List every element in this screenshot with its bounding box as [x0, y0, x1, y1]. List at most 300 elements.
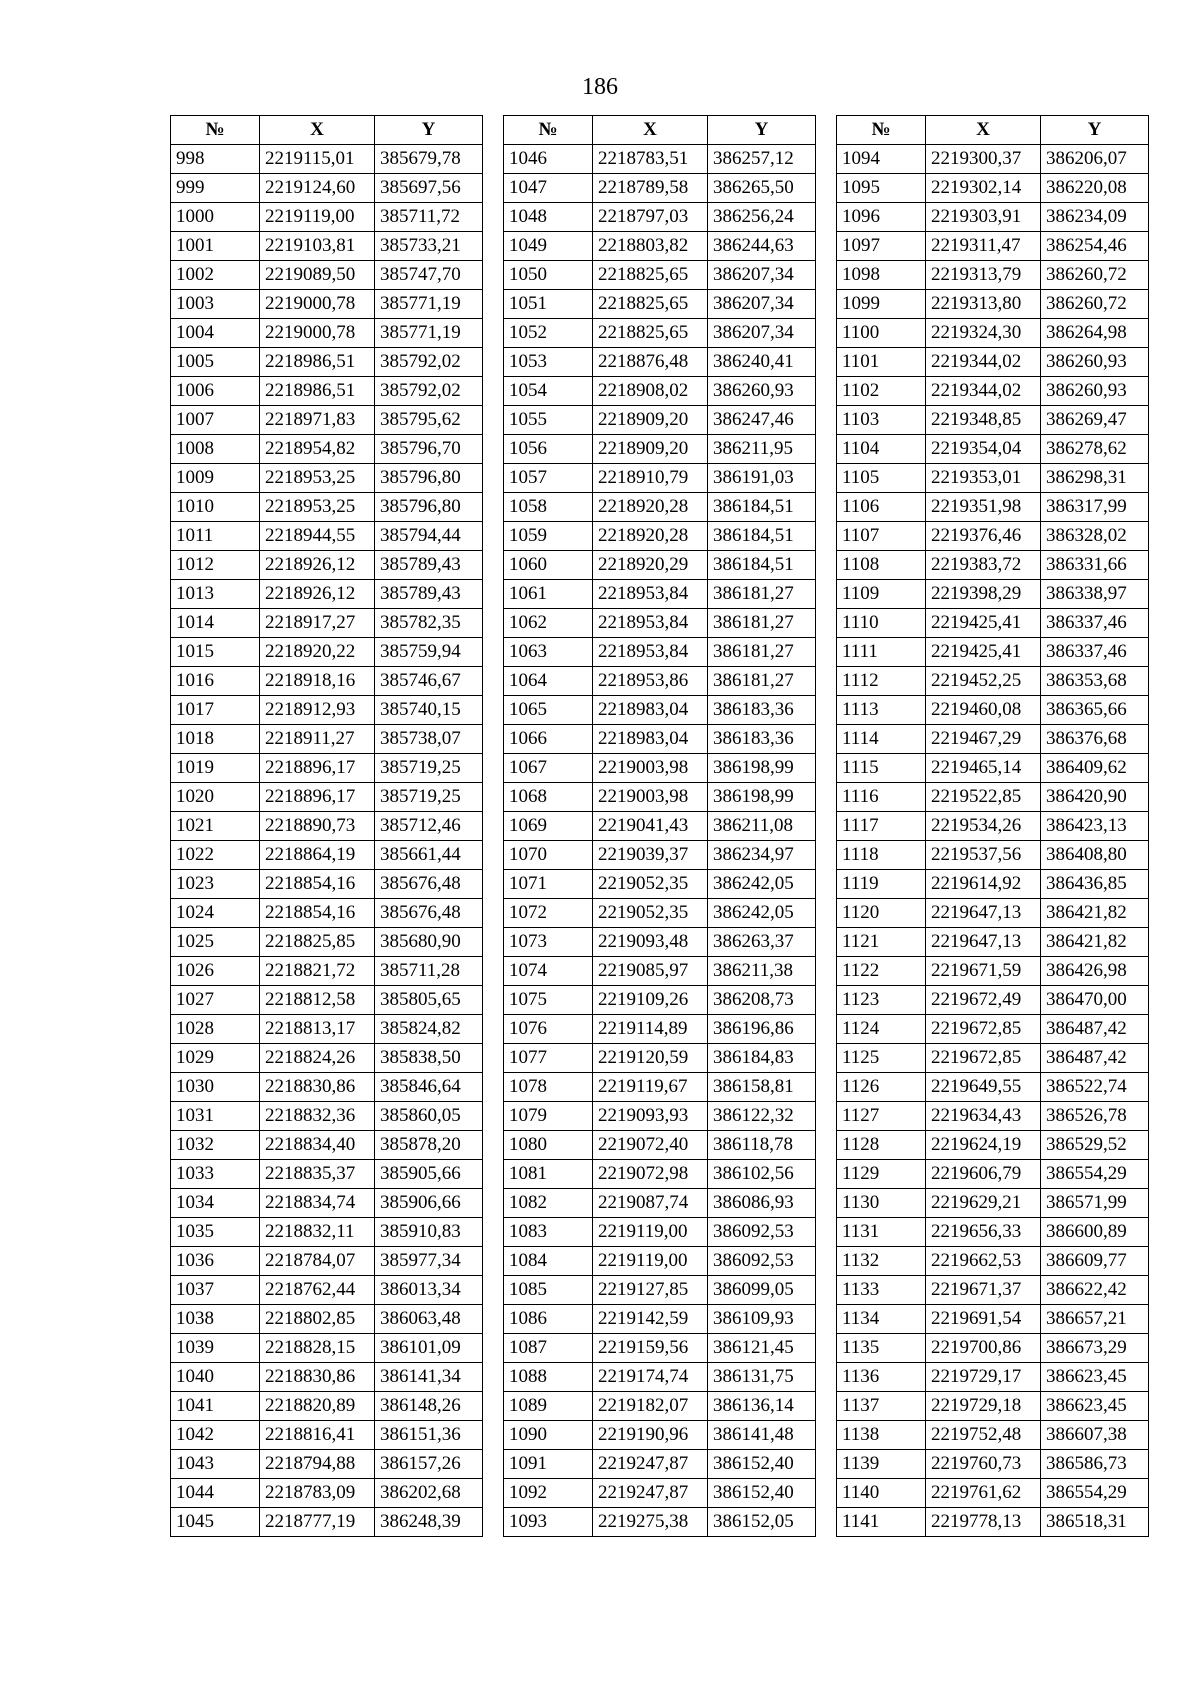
y-coordinate-cell: 386353,68 [1041, 667, 1149, 696]
table-row [504, 986, 816, 1015]
table-row [837, 783, 1149, 812]
table-row [504, 522, 816, 551]
table-row [837, 1160, 1149, 1189]
table-row [504, 580, 816, 609]
y-coordinate-cell: 385712,46 [375, 812, 483, 841]
point-number-cell: 1125 [837, 1044, 926, 1073]
y-coordinate-cell: 385878,20 [375, 1131, 483, 1160]
x-coordinate-cell: 2219174,74 [593, 1363, 708, 1392]
y-coordinate-cell: 386254,46 [1041, 232, 1149, 261]
point-number-cell: 1066 [504, 725, 593, 754]
x-coordinate-cell: 2219425,41 [926, 638, 1041, 667]
x-coordinate-cell: 2218896,17 [260, 754, 375, 783]
point-number-cell: 1104 [837, 435, 926, 464]
x-coordinate-cell: 2218896,17 [260, 783, 375, 812]
table-row [504, 1479, 816, 1508]
x-coordinate-cell: 2218986,51 [260, 377, 375, 406]
y-coordinate-cell: 385795,62 [375, 406, 483, 435]
table-row [171, 1160, 483, 1189]
point-number-cell: 1082 [504, 1189, 593, 1218]
table-row [837, 870, 1149, 899]
header-row [837, 116, 1149, 145]
y-coordinate-cell: 385719,25 [375, 754, 483, 783]
table-row [837, 464, 1149, 493]
point-number-cell: 1121 [837, 928, 926, 957]
y-coordinate-cell: 385746,67 [375, 667, 483, 696]
point-number-cell: 1075 [504, 986, 593, 1015]
coordinate-table-1 [170, 115, 483, 1537]
point-number-cell: 1001 [171, 232, 260, 261]
table-row [837, 812, 1149, 841]
point-number-cell: 1136 [837, 1363, 926, 1392]
y-coordinate-cell: 386242,05 [708, 899, 816, 928]
point-number-cell: 1034 [171, 1189, 260, 1218]
y-coordinate-cell: 386554,29 [1041, 1160, 1149, 1189]
x-coordinate-cell: 2218789,58 [593, 174, 708, 203]
y-coordinate-cell: 386152,05 [708, 1508, 816, 1537]
x-coordinate-cell: 2219109,26 [593, 986, 708, 1015]
y-coordinate-cell: 386331,66 [1041, 551, 1149, 580]
x-coordinate-cell: 2218917,27 [260, 609, 375, 638]
y-coordinate-cell: 386264,98 [1041, 319, 1149, 348]
x-coordinate-cell: 2219465,14 [926, 754, 1041, 783]
table-row [504, 1102, 816, 1131]
point-number-cell: 1079 [504, 1102, 593, 1131]
y-coordinate-cell: 386278,62 [1041, 435, 1149, 464]
point-number-cell: 1029 [171, 1044, 260, 1073]
table-row [837, 1189, 1149, 1218]
table-row [171, 1102, 483, 1131]
point-number-cell: 1135 [837, 1334, 926, 1363]
coordinate-table-3 [836, 115, 1149, 1537]
point-number-cell: 1064 [504, 667, 593, 696]
point-number-cell: 1140 [837, 1479, 926, 1508]
point-number-cell: 999 [171, 174, 260, 203]
table-row [837, 1015, 1149, 1044]
coordinate-table-2 [503, 115, 816, 1537]
header-x: X [260, 116, 375, 145]
table-row [837, 1305, 1149, 1334]
point-number-cell: 1123 [837, 986, 926, 1015]
y-coordinate-cell: 386622,42 [1041, 1276, 1149, 1305]
x-coordinate-cell: 2218854,16 [260, 870, 375, 899]
header-x: X [593, 116, 708, 145]
x-coordinate-cell: 2219072,98 [593, 1160, 708, 1189]
x-coordinate-cell: 2218825,65 [593, 261, 708, 290]
y-coordinate-cell: 385738,07 [375, 725, 483, 754]
point-number-cell: 1126 [837, 1073, 926, 1102]
table-row [504, 1073, 816, 1102]
table-row [171, 1392, 483, 1421]
y-coordinate-cell: 386240,41 [708, 348, 816, 377]
x-coordinate-cell: 2218953,84 [593, 638, 708, 667]
point-number-cell: 1018 [171, 725, 260, 754]
y-coordinate-cell: 386184,83 [708, 1044, 816, 1073]
table-row [504, 348, 816, 377]
y-coordinate-cell: 386487,42 [1041, 1044, 1149, 1073]
table-row [504, 1160, 816, 1189]
point-number-cell: 998 [171, 145, 260, 174]
x-coordinate-cell: 2219761,62 [926, 1479, 1041, 1508]
x-coordinate-cell: 2218983,04 [593, 696, 708, 725]
table-row [504, 493, 816, 522]
table-row [171, 319, 483, 348]
table-row [171, 1131, 483, 1160]
y-coordinate-cell: 385771,19 [375, 290, 483, 319]
y-coordinate-cell: 386121,45 [708, 1334, 816, 1363]
y-coordinate-cell: 386206,07 [1041, 145, 1149, 174]
table-row [837, 522, 1149, 551]
y-coordinate-cell: 386338,97 [1041, 580, 1149, 609]
point-number-cell: 1116 [837, 783, 926, 812]
x-coordinate-cell: 2218784,07 [260, 1247, 375, 1276]
y-coordinate-cell: 386141,34 [375, 1363, 483, 1392]
table-row [837, 1450, 1149, 1479]
table-row [504, 145, 816, 174]
header-y: Y [1041, 116, 1149, 145]
point-number-cell: 1003 [171, 290, 260, 319]
table-row [171, 580, 483, 609]
table-body [837, 145, 1149, 1537]
point-number-cell: 1009 [171, 464, 260, 493]
table-row [504, 174, 816, 203]
table-row [504, 638, 816, 667]
table-row [504, 1305, 816, 1334]
x-coordinate-cell: 2218834,74 [260, 1189, 375, 1218]
x-coordinate-cell: 2219119,00 [593, 1247, 708, 1276]
point-number-cell: 1120 [837, 899, 926, 928]
y-coordinate-cell: 386623,45 [1041, 1363, 1149, 1392]
y-coordinate-cell: 386609,77 [1041, 1247, 1149, 1276]
x-coordinate-cell: 2219275,38 [593, 1508, 708, 1537]
x-coordinate-cell: 2218816,41 [260, 1421, 375, 1450]
point-number-cell: 1071 [504, 870, 593, 899]
x-coordinate-cell: 2219302,14 [926, 174, 1041, 203]
table-row [837, 1102, 1149, 1131]
y-coordinate-cell: 385697,56 [375, 174, 483, 203]
y-coordinate-cell: 386086,93 [708, 1189, 816, 1218]
table-row [837, 638, 1149, 667]
table-row [837, 725, 1149, 754]
y-coordinate-cell: 385977,34 [375, 1247, 483, 1276]
y-coordinate-cell: 386220,08 [1041, 174, 1149, 203]
table-row [837, 145, 1149, 174]
y-coordinate-cell: 385824,82 [375, 1015, 483, 1044]
x-coordinate-cell: 2219247,87 [593, 1479, 708, 1508]
y-coordinate-cell: 386657,21 [1041, 1305, 1149, 1334]
table-row [171, 551, 483, 580]
y-coordinate-cell: 385676,48 [375, 899, 483, 928]
y-coordinate-cell: 386470,00 [1041, 986, 1149, 1015]
y-coordinate-cell: 386408,80 [1041, 841, 1149, 870]
point-number-cell: 1039 [171, 1334, 260, 1363]
x-coordinate-cell: 2219760,73 [926, 1450, 1041, 1479]
x-coordinate-cell: 2219634,43 [926, 1102, 1041, 1131]
y-coordinate-cell: 385661,44 [375, 841, 483, 870]
x-coordinate-cell: 2218953,25 [260, 464, 375, 493]
x-coordinate-cell: 2218794,88 [260, 1450, 375, 1479]
point-number-cell: 1044 [171, 1479, 260, 1508]
point-number-cell: 1122 [837, 957, 926, 986]
header-row [171, 116, 483, 145]
y-coordinate-cell: 386211,95 [708, 435, 816, 464]
point-number-cell: 1036 [171, 1247, 260, 1276]
x-coordinate-cell: 2219052,35 [593, 870, 708, 899]
x-coordinate-cell: 2218908,02 [593, 377, 708, 406]
x-coordinate-cell: 2218920,29 [593, 551, 708, 580]
table-row [171, 348, 483, 377]
y-coordinate-cell: 386673,29 [1041, 1334, 1149, 1363]
table-row [837, 696, 1149, 725]
y-coordinate-cell: 385906,66 [375, 1189, 483, 1218]
point-number-cell: 1108 [837, 551, 926, 580]
table-row [837, 841, 1149, 870]
table-row [837, 1247, 1149, 1276]
table-row [171, 290, 483, 319]
table-row [171, 609, 483, 638]
point-number-cell: 1092 [504, 1479, 593, 1508]
y-coordinate-cell: 386198,99 [708, 754, 816, 783]
x-coordinate-cell: 2219089,50 [260, 261, 375, 290]
x-coordinate-cell: 2219000,78 [260, 319, 375, 348]
table-row [504, 870, 816, 899]
x-coordinate-cell: 2219085,97 [593, 957, 708, 986]
point-number-cell: 1070 [504, 841, 593, 870]
point-number-cell: 1127 [837, 1102, 926, 1131]
table-row [504, 1044, 816, 1073]
x-coordinate-cell: 2218834,40 [260, 1131, 375, 1160]
y-coordinate-cell: 385747,70 [375, 261, 483, 290]
table-row [504, 1334, 816, 1363]
header-y: Y [708, 116, 816, 145]
point-number-cell: 1002 [171, 261, 260, 290]
y-coordinate-cell: 385733,21 [375, 232, 483, 261]
table-row [504, 1363, 816, 1392]
point-number-cell: 1133 [837, 1276, 926, 1305]
x-coordinate-cell: 2218803,82 [593, 232, 708, 261]
x-coordinate-cell: 2219159,56 [593, 1334, 708, 1363]
point-number-cell: 1089 [504, 1392, 593, 1421]
x-coordinate-cell: 2218910,79 [593, 464, 708, 493]
y-coordinate-cell: 386234,09 [1041, 203, 1149, 232]
point-number-cell: 1087 [504, 1334, 593, 1363]
table-row [837, 580, 1149, 609]
y-coordinate-cell: 386092,53 [708, 1218, 816, 1247]
y-coordinate-cell: 386298,31 [1041, 464, 1149, 493]
x-coordinate-cell: 2219606,79 [926, 1160, 1041, 1189]
point-number-cell: 1129 [837, 1160, 926, 1189]
point-number-cell: 1017 [171, 696, 260, 725]
y-coordinate-cell: 385792,02 [375, 377, 483, 406]
point-number-cell: 1049 [504, 232, 593, 261]
point-number-cell: 1068 [504, 783, 593, 812]
table-row [504, 725, 816, 754]
y-coordinate-cell: 386365,66 [1041, 696, 1149, 725]
table-row [837, 435, 1149, 464]
table-row [837, 203, 1149, 232]
point-number-cell: 1059 [504, 522, 593, 551]
x-coordinate-cell: 2219124,60 [260, 174, 375, 203]
x-coordinate-cell: 2218821,72 [260, 957, 375, 986]
point-number-cell: 1119 [837, 870, 926, 899]
x-coordinate-cell: 2219671,37 [926, 1276, 1041, 1305]
table-row [837, 928, 1149, 957]
y-coordinate-cell: 386184,51 [708, 522, 816, 551]
y-coordinate-cell: 385759,94 [375, 638, 483, 667]
x-coordinate-cell: 2219041,43 [593, 812, 708, 841]
y-coordinate-cell: 386487,42 [1041, 1015, 1149, 1044]
point-number-cell: 1016 [171, 667, 260, 696]
table-row [171, 783, 483, 812]
y-coordinate-cell: 385789,43 [375, 551, 483, 580]
point-number-cell: 1138 [837, 1421, 926, 1450]
x-coordinate-cell: 2219647,13 [926, 928, 1041, 957]
point-number-cell: 1032 [171, 1131, 260, 1160]
y-coordinate-cell: 385910,83 [375, 1218, 483, 1247]
point-number-cell: 1097 [837, 232, 926, 261]
x-coordinate-cell: 2219467,29 [926, 725, 1041, 754]
x-coordinate-cell: 2219127,85 [593, 1276, 708, 1305]
y-coordinate-cell: 386426,98 [1041, 957, 1149, 986]
y-coordinate-cell: 386248,39 [375, 1508, 483, 1537]
x-coordinate-cell: 2218832,11 [260, 1218, 375, 1247]
y-coordinate-cell: 386063,48 [375, 1305, 483, 1334]
x-coordinate-cell: 2219647,13 [926, 899, 1041, 928]
y-coordinate-cell: 386157,26 [375, 1450, 483, 1479]
x-coordinate-cell: 2218820,89 [260, 1392, 375, 1421]
point-number-cell: 1112 [837, 667, 926, 696]
x-coordinate-cell: 2219142,59 [593, 1305, 708, 1334]
x-coordinate-cell: 2219000,78 [260, 290, 375, 319]
x-coordinate-cell: 2219052,35 [593, 899, 708, 928]
point-number-cell: 1024 [171, 899, 260, 928]
table-row [171, 1218, 483, 1247]
table-row [837, 1508, 1149, 1537]
y-coordinate-cell: 386101,09 [375, 1334, 483, 1363]
x-coordinate-cell: 2219614,92 [926, 870, 1041, 899]
x-coordinate-cell: 2219672,49 [926, 986, 1041, 1015]
x-coordinate-cell: 2219671,59 [926, 957, 1041, 986]
y-coordinate-cell: 386181,27 [708, 638, 816, 667]
table-row [171, 899, 483, 928]
x-coordinate-cell: 2218911,27 [260, 725, 375, 754]
y-coordinate-cell: 386181,27 [708, 667, 816, 696]
y-coordinate-cell: 385771,19 [375, 319, 483, 348]
y-coordinate-cell: 386317,99 [1041, 493, 1149, 522]
table-row [504, 464, 816, 493]
point-number-cell: 1103 [837, 406, 926, 435]
table-row [171, 145, 483, 174]
y-coordinate-cell: 386118,78 [708, 1131, 816, 1160]
y-coordinate-cell: 385796,80 [375, 493, 483, 522]
y-coordinate-cell: 386183,36 [708, 725, 816, 754]
table-row [837, 493, 1149, 522]
table-row [504, 261, 816, 290]
y-coordinate-cell: 386099,05 [708, 1276, 816, 1305]
x-coordinate-cell: 2219354,04 [926, 435, 1041, 464]
table-row [171, 232, 483, 261]
table-row [171, 696, 483, 725]
point-number-cell: 1106 [837, 493, 926, 522]
point-number-cell: 1065 [504, 696, 593, 725]
x-coordinate-cell: 2219324,30 [926, 319, 1041, 348]
point-number-cell: 1085 [504, 1276, 593, 1305]
y-coordinate-cell: 386136,14 [708, 1392, 816, 1421]
x-coordinate-cell: 2219120,59 [593, 1044, 708, 1073]
y-coordinate-cell: 386260,93 [1041, 377, 1149, 406]
y-coordinate-cell: 386242,05 [708, 870, 816, 899]
y-coordinate-cell: 386260,72 [1041, 261, 1149, 290]
table-row [837, 348, 1149, 377]
x-coordinate-cell: 2219383,72 [926, 551, 1041, 580]
table-row [171, 1508, 483, 1537]
point-number-cell: 1076 [504, 1015, 593, 1044]
table-row [504, 1131, 816, 1160]
y-coordinate-cell: 386526,78 [1041, 1102, 1149, 1131]
y-coordinate-cell: 386152,40 [708, 1450, 816, 1479]
y-coordinate-cell: 385789,43 [375, 580, 483, 609]
table-row [171, 1073, 483, 1102]
y-coordinate-cell: 386092,53 [708, 1247, 816, 1276]
point-number-cell: 1007 [171, 406, 260, 435]
x-coordinate-cell: 2218825,65 [593, 290, 708, 319]
x-coordinate-cell: 2219039,37 [593, 841, 708, 870]
table-row [504, 609, 816, 638]
table-row [171, 986, 483, 1015]
table-row [504, 406, 816, 435]
table-row [837, 1334, 1149, 1363]
point-number-cell: 1098 [837, 261, 926, 290]
x-coordinate-cell: 2218854,16 [260, 899, 375, 928]
table-row [504, 841, 816, 870]
x-coordinate-cell: 2219115,01 [260, 145, 375, 174]
y-coordinate-cell: 386260,93 [1041, 348, 1149, 377]
x-coordinate-cell: 2219729,17 [926, 1363, 1041, 1392]
x-coordinate-cell: 2218909,20 [593, 406, 708, 435]
point-number-cell: 1055 [504, 406, 593, 435]
x-coordinate-cell: 2218864,19 [260, 841, 375, 870]
x-coordinate-cell: 2219629,21 [926, 1189, 1041, 1218]
y-coordinate-cell: 386131,75 [708, 1363, 816, 1392]
point-number-cell: 1072 [504, 899, 593, 928]
table-row [171, 1363, 483, 1392]
point-number-cell: 1031 [171, 1102, 260, 1131]
point-number-cell: 1114 [837, 725, 926, 754]
x-coordinate-cell: 2218824,26 [260, 1044, 375, 1073]
table-row [504, 551, 816, 580]
table-row [504, 1247, 816, 1276]
table-row [837, 1479, 1149, 1508]
x-coordinate-cell: 2218909,20 [593, 435, 708, 464]
y-coordinate-cell: 386337,46 [1041, 609, 1149, 638]
x-coordinate-cell: 2218986,51 [260, 348, 375, 377]
x-coordinate-cell: 2219534,26 [926, 812, 1041, 841]
table-row [171, 841, 483, 870]
y-coordinate-cell: 386196,86 [708, 1015, 816, 1044]
table-row [504, 667, 816, 696]
table-row [504, 1450, 816, 1479]
x-coordinate-cell: 2219348,85 [926, 406, 1041, 435]
point-number-cell: 1117 [837, 812, 926, 841]
point-number-cell: 1067 [504, 754, 593, 783]
point-number-cell: 1078 [504, 1073, 593, 1102]
point-number-cell: 1058 [504, 493, 593, 522]
point-number-cell: 1048 [504, 203, 593, 232]
y-coordinate-cell: 386152,40 [708, 1479, 816, 1508]
table-row [504, 696, 816, 725]
table-row [504, 377, 816, 406]
point-number-cell: 1077 [504, 1044, 593, 1073]
